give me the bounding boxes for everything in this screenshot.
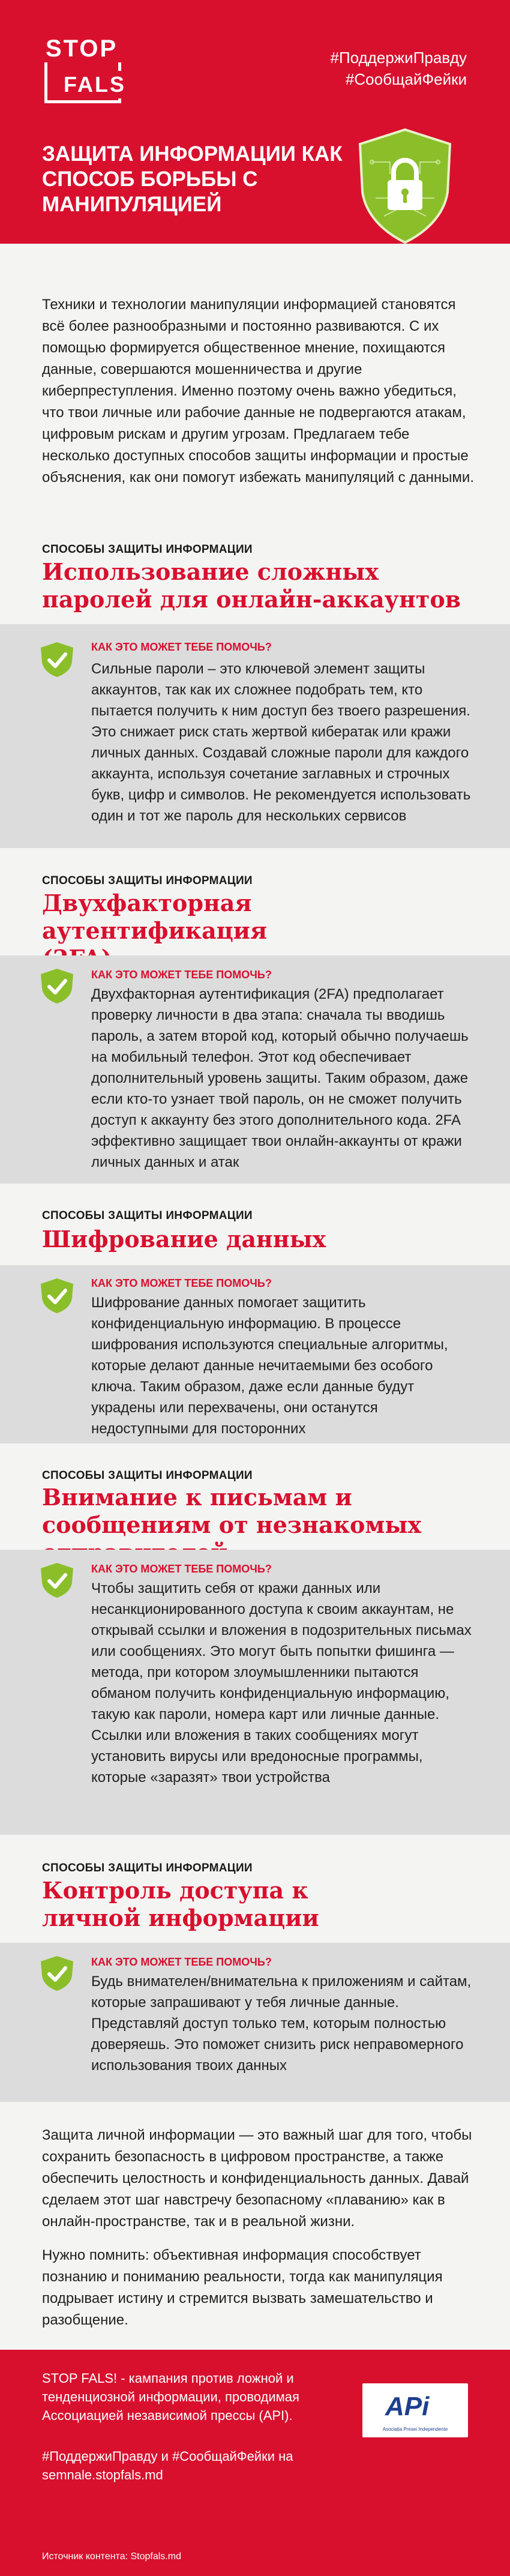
section-title: Использование сложных паролей для онлайн-аккаунтов xyxy=(42,558,461,613)
help-heading: КАК ЭТО МОЖЕТ ТЕБЕ ПОМОЧЬ? xyxy=(91,969,272,981)
help-heading: КАК ЭТО МОЖЕТ ТЕБЕ ПОМОЧЬ? xyxy=(91,1563,272,1575)
footer-banner xyxy=(0,2350,510,2576)
section-title: Шифрование данных xyxy=(42,1226,326,1253)
section-card xyxy=(0,955,510,1184)
section-kicker: СПОСОБЫ ЗАЩИТЫ ИНФОРМАЦИИ xyxy=(42,1862,253,1874)
check-shield-icon xyxy=(38,1277,76,1314)
header-hashtags xyxy=(330,47,467,90)
section-card xyxy=(0,1943,510,2102)
section-kicker: СПОСОБЫ ЗАЩИТЫ ИНФОРМАЦИИ xyxy=(42,874,253,887)
section-text: Двухфакторная аутентификация (2FA) предполагает проверку личности в два этапа: сначала ты вводишь пароль, а затем второй код, который обычно получаешь на мобильный телефон. Этот код обеспечивает дополнительный уровень защиты. Таким образом, даже если кто-то узнает твой пароль, он не сможет получить доступ к аккаунту без этого дополнительного кода. 2FA эффективно защищает твои онлайн-аккаунты от кражи личных данных и атак xyxy=(91,986,469,1170)
shield-lock-icon xyxy=(354,126,456,246)
section-text: Шифрование данных помогает защитить конфиденциальную информацию. В процессе шифрования используются специальные алгоритмы, которые делают данные нечитаемыми без особого ключа. Таким образом, даже если данные будут украдены или перехвачены, они останутся недоступными для посторонних xyxy=(91,1295,448,1437)
section-kicker: СПОСОБЫ ЗАЩИТЫ ИНФОРМАЦИИ xyxy=(42,1209,253,1222)
section-kicker: СПОСОБЫ ЗАЩИТЫ ИНФОРМАЦИИ xyxy=(42,1469,253,1482)
content-source: Источник контента: Stopfals.md xyxy=(42,2551,181,2562)
help-heading: КАК ЭТО МОЖЕТ ТЕБЕ ПОМОЧЬ? xyxy=(91,1956,272,1968)
hashtag-support-truth: #ПоддержиПравду xyxy=(330,49,467,67)
footer-hashtags: #ПоддержиПравду и #СообщайФейки на semnale.stopfals.md xyxy=(42,2449,293,2482)
section-title: Контроль доступа к личной информации xyxy=(42,1877,319,1931)
header-banner xyxy=(0,0,510,244)
section-card xyxy=(0,1265,510,1443)
outro-paragraph-2: Нужно помнить: объективная информация способствует познанию и пониманию реальности, тогда как манипуляция подрывает истину и стремится вызвать замешательство и разобщение. xyxy=(42,2247,443,2328)
api-logo xyxy=(362,2383,468,2437)
campaign-description: STOP FALS! - кампания против ложной и тенденциозной информации, проводимая Ассоциацией независимой прессы (API). xyxy=(42,2371,299,2423)
check-shield-icon xyxy=(38,1955,76,1992)
help-heading: КАК ЭТО МОЖЕТ ТЕБЕ ПОМОЧЬ? xyxy=(91,1277,272,1289)
section-kicker: СПОСОБЫ ЗАЩИТЫ ИНФОРМАЦИИ xyxy=(42,543,253,556)
section-text: Сильные пароли – это ключевой элемент защиты аккаунтов, так как их сложнее подобрать тем, кто пытается получить к ним доступ без твоего разрешения. Это снижает риск стать жертвой кибератак или кражи личных данных. Создавай сложные пароли для каждого аккаунта, используя сочетание заглавных и строчных букв, цифр и символов. Не рекомендуется использовать один и тот же пароль для нескольких сервисов xyxy=(91,661,471,824)
logo-line2: FALS xyxy=(60,71,130,98)
api-logo-subtitle: Asociația Presei Independente xyxy=(382,2427,448,2432)
section-card xyxy=(0,1550,510,1835)
check-shield-icon xyxy=(38,968,76,1005)
stopfals-logo xyxy=(42,35,127,107)
api-logo-text: APi xyxy=(385,2392,430,2421)
section-text: Чтобы защитить себя от кражи данных или несанкционированного доступа к своим аккаунтам, не открывай ссылки и вложения в подозрительных письмах или сообщениях. Это могут быть попытки фишинга — метода, при котором злоумышленники пытаются обманом получить конфиденциальную информацию, такую как пароли, номера карт или личные данные. Ссылки или вложения в таких сообщениях могут установить вирусы или вредоносные программы, которые «заразят» твои устройства xyxy=(91,1580,472,1786)
section-card xyxy=(0,624,510,848)
section-title: Двухфакторная аутентификация xyxy=(42,889,268,944)
page-title: ЗАЩИТА ИНФОРМАЦИИ КАК СПОСОБ БОРЬБЫ С МАНИПУЛЯЦИЕЙ xyxy=(42,142,343,216)
check-shield-icon xyxy=(38,641,76,678)
help-heading: КАК ЭТО МОЖЕТ ТЕБЕ ПОМОЧЬ? xyxy=(91,641,272,653)
section-title: Внимание к письмам и сообщениям от незнакомых xyxy=(42,1484,422,1538)
section-text: Будь внимателен/внимательна к приложениям и сайтам, которые запрашивают у тебя личные данные. Представляй доступ только тем, которым полностью доверяешь. Это поможет снизить риск неправомерного использования твоих данных xyxy=(91,1973,472,2074)
outro-paragraph-1: Защита личной информации — это важный шаг для того, чтобы сохранить безопасность в цифровом пространстве, а также обеспечить целостность и конфиденциальность данных. Давай сделаем этот шаг навстречу безопасному «плаванию» как в онлайн-пространстве, так и в реальной жизни. xyxy=(42,2127,472,2230)
hashtag-report-fakes: #СообщайФейки xyxy=(345,70,467,88)
check-shield-icon xyxy=(38,1562,76,1599)
logo-line1: STOP xyxy=(42,35,121,62)
intro-paragraph: Техники и технологии манипуляции информацией становятся всё более разнообразными и постоянно развиваются. С их помощью формируется общественное мнение, похищаются данные, совершаются мошенничества и другие киберпреступления. Именно поэтому очень важно убедиться, что твои личные или рабочие данные не подвергаются атакам, цифровым рискам и другим угрозам. Предлагаем тебе несколько доступных способов защиты информации и простые объяснения, как они помогут избежать манипуляций с данными. xyxy=(42,296,474,486)
